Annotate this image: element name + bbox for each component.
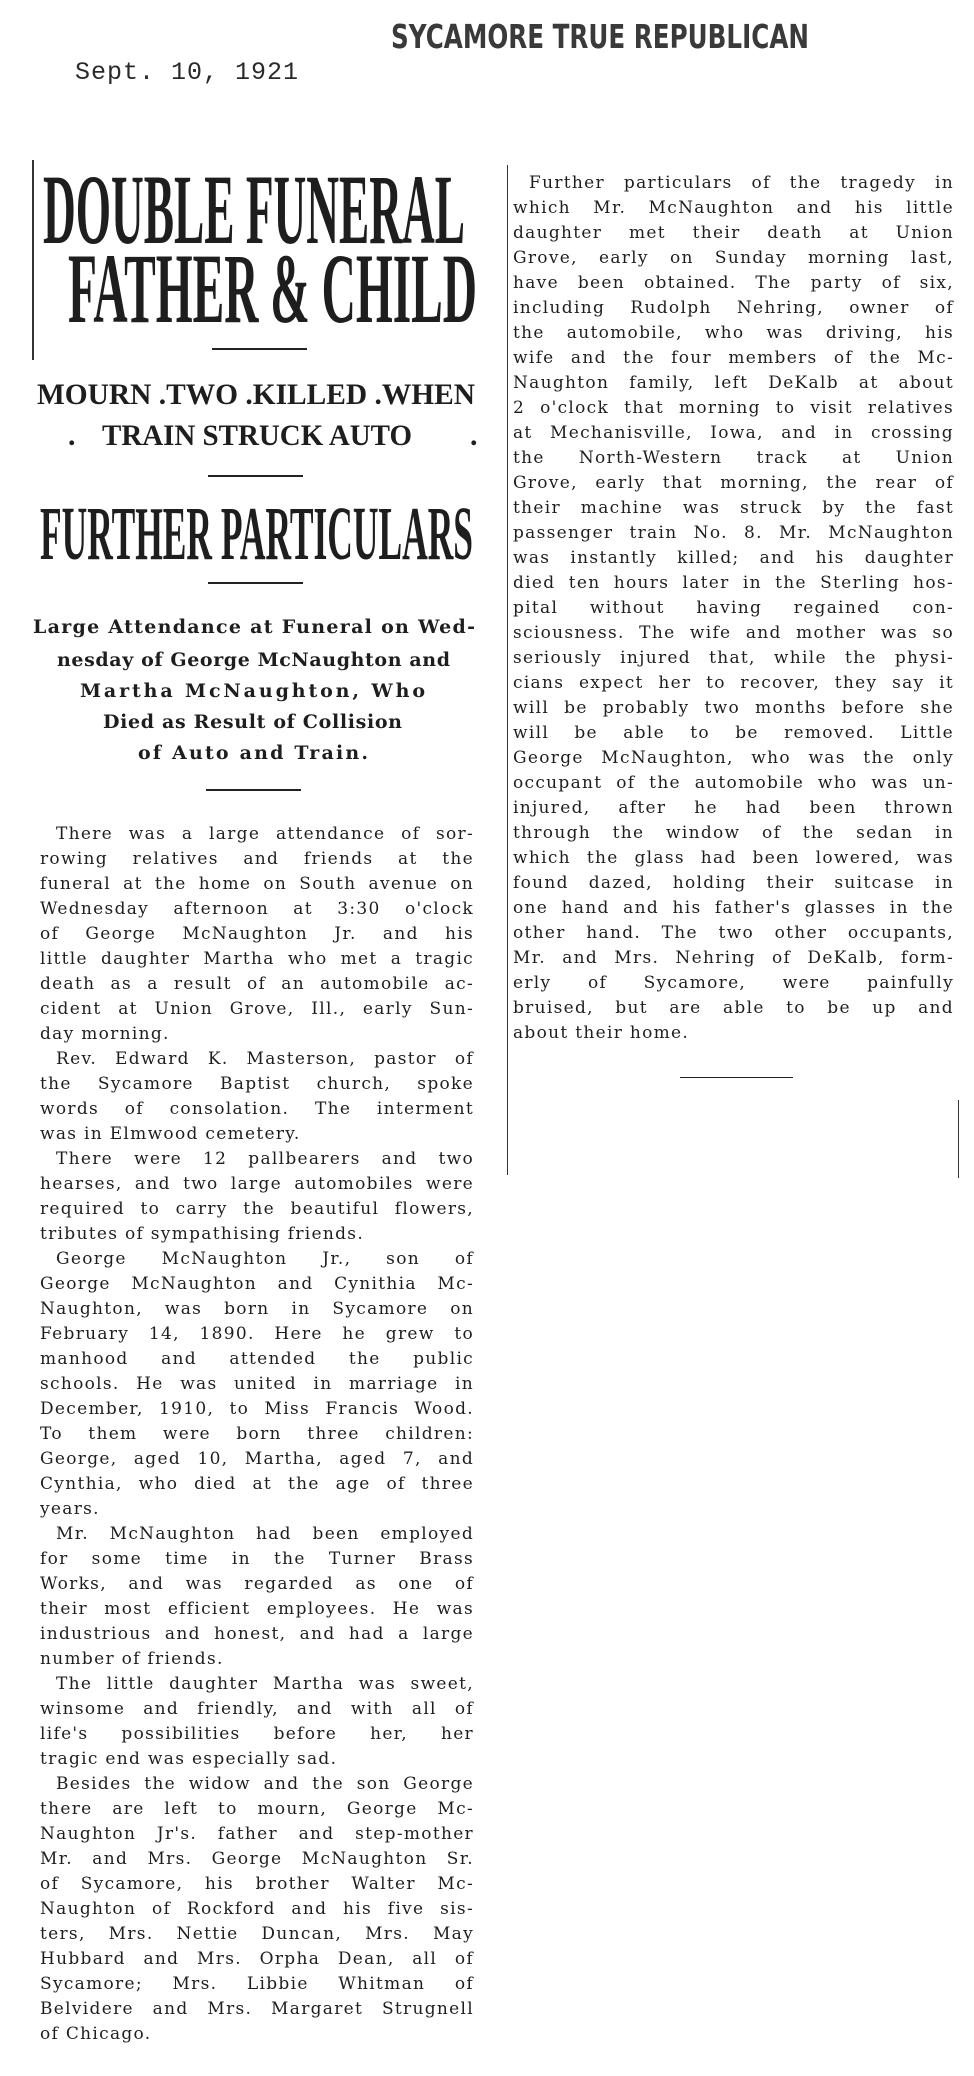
text-line: Naughton, was born in Sycamore on — [40, 1299, 474, 1319]
divider-rule — [208, 475, 303, 477]
text-line: injured, after he had been thrown — [513, 798, 954, 818]
text-line: hearses, and two large automobiles were — [40, 1174, 474, 1194]
text-line: industrious and honest, and had a large — [40, 1624, 474, 1644]
paragraph — [40, 1522, 474, 1672]
text-line: seriously injured that, while the physi- — [513, 648, 954, 668]
text-line: Rev. Edward K. Masterson, pastor of — [56, 1049, 474, 1069]
paragraph — [513, 171, 954, 1046]
text-line: their most efficient employees. He was — [40, 1599, 474, 1619]
text-line: funeral at the home on South avenue on — [40, 874, 474, 894]
deck-line: nesday of George McNaughton and — [57, 649, 450, 671]
paragraph — [40, 822, 474, 1047]
text-line: George McNaughton Jr., son of — [56, 1249, 474, 1269]
subhead-line-2: TRAIN STRUCK AUTO — [102, 419, 412, 452]
text-line: will be probably two months before she — [513, 698, 954, 718]
text-line: little daughter Martha who met a tragic — [40, 949, 474, 969]
text-line: about their home. — [513, 1023, 690, 1043]
text-line: George McNaughton, who was the only — [513, 748, 954, 768]
paragraph — [40, 1672, 474, 1772]
headline-line-3: FURTHER PARTICULARS — [40, 492, 473, 576]
text-line: pital without having regained con- — [513, 598, 954, 618]
text-line: at Mechanisville, Iowa, and in crossing — [513, 423, 954, 443]
text-line: Naughton Jr's. father and step-mother — [40, 1824, 474, 1844]
paragraph — [40, 1247, 474, 1522]
date-stamp: Sept. 10, 1921 — [75, 58, 300, 87]
deck-line: Died as Result of Collision — [103, 711, 402, 733]
text-line: of Chicago. — [40, 2024, 152, 2044]
text-line: words of consolation. The interment — [40, 1099, 474, 1119]
text-line: have been obtained. The party of six, — [513, 273, 954, 293]
text-line: ters, Mrs. Nettie Duncan, Mrs. May — [40, 1924, 474, 1944]
column-rule-middle — [507, 165, 508, 1175]
subhead-dot-left: . — [68, 419, 76, 452]
text-line: number of friends. — [40, 1649, 224, 1669]
text-line: cident at Union Grove, Ill., early Sun- — [40, 999, 474, 1019]
deck-line: of Auto and Train. — [138, 742, 368, 764]
text-line: of Sycamore, his brother Walter Mc- — [40, 1874, 474, 1894]
text-line: winsome and friendly, and with all of — [40, 1699, 474, 1719]
text-line: life's possibilities before her, her — [40, 1724, 474, 1744]
deck-line: Large Attendance at Funeral on Wed- — [33, 616, 475, 638]
text-line: Grove, early on Sunday morning last, — [513, 248, 954, 268]
text-line: Mr. McNaughton had been employed — [56, 1524, 474, 1544]
text-line: Sycamore; Mrs. Libbie Whitman of — [40, 1974, 474, 1994]
text-line: for some time in the Turner Brass — [40, 1549, 474, 1569]
text-line: Hubbard and Mrs. Orpha Dean, all of — [40, 1949, 474, 1969]
end-rule — [680, 1077, 793, 1078]
text-line: day morning. — [40, 1024, 170, 1044]
text-line: was in Elmwood cemetery. — [40, 1124, 301, 1144]
masthead — [0, 0, 974, 60]
divider-rule — [206, 789, 301, 791]
text-line: 2 o'clock that morning to visit relatives — [513, 398, 954, 418]
text-line: schools. He was united in marriage in — [40, 1374, 474, 1394]
text-line: there are left to mourn, George Mc- — [40, 1799, 474, 1819]
text-line: wife and the four members of the Mc- — [513, 348, 954, 368]
paragraph — [40, 1147, 474, 1247]
text-line: through the window of the sedan in — [513, 823, 954, 843]
column-rule-left — [32, 160, 34, 360]
text-line: including Rudolph Nehring, owner of — [513, 298, 954, 318]
text-line: years. — [40, 1499, 100, 1519]
text-line: required to carry the beautiful flowers, — [40, 1199, 474, 1219]
text-line: cians expect her to recover, they say it — [513, 673, 954, 693]
paragraph — [40, 1772, 474, 2047]
deck-line: Martha McNaughton, Who — [80, 680, 425, 702]
headline-line-1: DOUBLE FUNERAL — [43, 154, 465, 265]
divider-rule — [208, 582, 303, 584]
text-line: Works, and was regarded as one of — [40, 1574, 474, 1594]
text-line: found dazed, holding their suitcase in — [513, 873, 954, 893]
divider-rule — [212, 348, 307, 350]
text-line: Besides the widow and the son George — [56, 1774, 474, 1794]
subhead-dot-right: . — [470, 419, 478, 452]
newspaper-name: SYCAMORE TRUE REPUBLICAN — [391, 17, 809, 56]
text-line: George McNaughton and Cynithia Mc- — [40, 1274, 474, 1294]
text-line: To them were born three children: — [40, 1424, 474, 1444]
text-line: Mr. and Mrs. Nehring of DeKalb, form- — [513, 948, 954, 968]
text-line: their machine was struck by the fast — [513, 498, 954, 518]
text-line: Belvidere and Mrs. Margaret Strugnell — [40, 1999, 474, 2019]
text-line: death as a result of an automobile ac- — [40, 974, 474, 994]
text-line: died ten hours later in the Sterling hos- — [513, 573, 954, 593]
text-line: Cynthia, who died at the age of three — [40, 1474, 474, 1494]
text-line: occupant of the automobile who was un- — [513, 773, 954, 793]
left-column-body — [40, 822, 474, 2047]
text-line: tributes of sympathising friends. — [40, 1224, 365, 1244]
text-line: erly of Sycamore, were painfully — [513, 973, 954, 993]
headline-line-2: FATHER & CHILD — [68, 233, 477, 344]
text-line: the North-Western track at Union — [513, 448, 954, 468]
text-line: There was a large attendance of sor- — [56, 824, 474, 844]
text-line: other hand. The two other occupants, — [513, 923, 954, 943]
text-line: bruised, but are able to be up and — [513, 998, 954, 1018]
text-line: tragic end was especially sad. — [40, 1749, 338, 1769]
text-line: rowing relatives and friends at the — [40, 849, 474, 869]
text-line: Further particulars of the tragedy in — [529, 173, 954, 193]
text-line: sciousness. The wife and mother was so — [513, 623, 954, 643]
text-line: George, aged 10, Martha, aged 7, and — [40, 1449, 474, 1469]
text-line: of George McNaughton Jr. and his — [40, 924, 474, 944]
text-line: which the glass had been lowered, was — [513, 848, 954, 868]
text-line: Grove, early that morning, the rear of — [513, 473, 954, 493]
text-line: the Sycamore Baptist church, spoke — [40, 1074, 474, 1094]
text-line: February 14, 1890. Here he grew to — [40, 1324, 474, 1344]
text-line: was instantly killed; and his daughter — [513, 548, 954, 568]
text-line: Naughton of Rockford and his five sis- — [40, 1899, 474, 1919]
text-line: manhood and attended the public — [40, 1349, 474, 1369]
paragraph — [40, 1047, 474, 1147]
text-line: December, 1910, to Miss Francis Wood. — [40, 1399, 474, 1419]
text-line: passenger train No. 8. Mr. McNaughton — [513, 523, 954, 543]
text-line: There were 12 pallbearers and two — [56, 1149, 474, 1169]
right-column-body — [513, 171, 954, 1046]
column-rule-right — [958, 1100, 959, 1178]
subhead-line-1: MOURN .TWO .KILLED .WHEN — [37, 378, 476, 411]
text-line: Wednesday afternoon at 3:30 o'clock — [40, 899, 474, 919]
text-line: will be able to be removed. Little — [513, 723, 954, 743]
text-line: Naughton family, left DeKalb at about — [513, 373, 954, 393]
text-line: the automobile, who was driving, his — [513, 323, 954, 343]
text-line: daughter met their death at Union — [513, 223, 954, 243]
text-line: which Mr. McNaughton and his little — [513, 198, 954, 218]
text-line: The little daughter Martha was sweet, — [56, 1674, 474, 1694]
text-line: Mr. and Mrs. George McNaughton Sr. — [40, 1849, 474, 1869]
text-line: one hand and his father's glasses in the — [513, 898, 954, 918]
